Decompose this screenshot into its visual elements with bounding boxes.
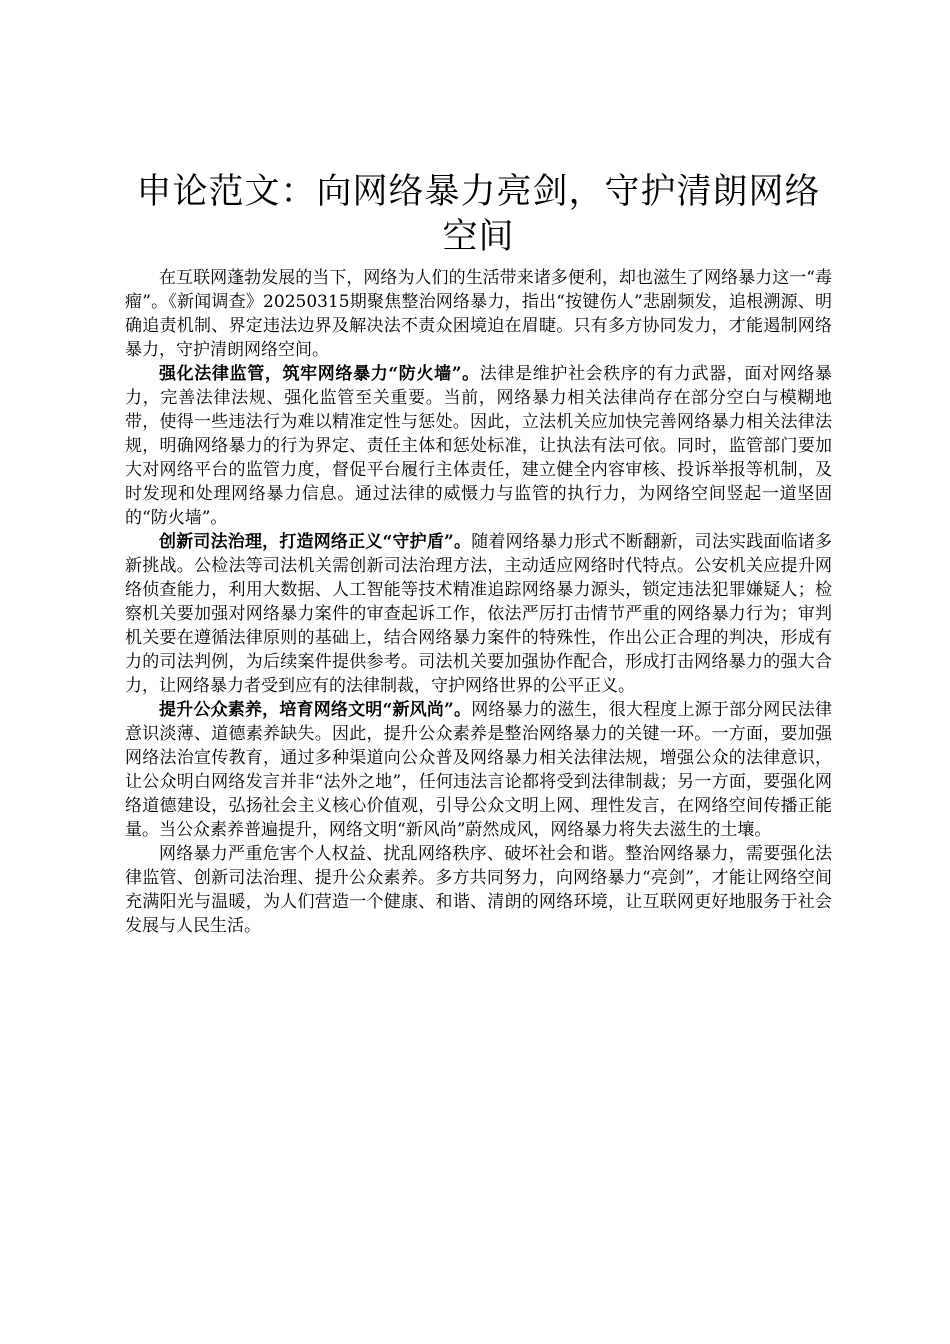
section-body: 法律是维护社会秩序的有力武器，面对网络暴力，完善法律法规、强化监管至关重要。当前，网络暴力相关法律尚存在部分空白与模糊地带，使得一些违法行为难以精准定性与惩处。因此，立法机关应加快完善网络暴力相关法律法规，明确网络暴力的行为界定、责任主体和惩处标准，让执法有法可依。同时，监管部门要加大对网络平台的监管力度，督促平台履行主体责任，建立健全内容审核、投诉举报等机制，及时发现和处理网络暴力信息。通过法律的威慑力与监管的执行力，为网络空间竖起一道坚固的“防火墙”。 [125,364,832,528]
section-paragraph-justice [125,530,832,698]
document-title: 申论范文：向网络暴力亮剑，守护清朗网络空间 [136,172,821,257]
section-lead: 创新司法治理，打造网络正义“守护盾”。 [159,532,472,552]
conclusion-paragraph: 网络暴力严重危害个人权益、扰乱网络秩序、破坏社会和谐。整治网络暴力，需要强化法律监管、创新司法治理、提升公众素养。多方共同努力，向网络暴力“亮剑”，才能让网络空间充满阳光与温暖，为人们营造一个健康、和谐、清朗的网络环境，让互联网更好地服务于社会发展与人民生活。 [125,844,832,936]
document-page [125,170,832,938]
section-paragraph-public [125,698,832,842]
section-body: 网络暴力的滋生，很大程度上源于部分网民法律意识淡薄、道德素养缺失。因此，提升公众素养是整治网络暴力的关键一环。一方面，要加强网络法治宣传教育，通过多种渠道向公众普及网络暴力相关法律法规，增强公众的法律意识，让公众明白网络发言并非“法外之地”，任何违法言论都将受到法律制裁；另一方面，要强化网络道德建设，弘扬社会主义核心价值观，引导公众文明上网、理性发言，在网络空间传播正能量。当公众素养普遍提升，网络文明“新风尚”蔚然成风，网络暴力将失去滋生的土壤。 [125,700,833,840]
section-lead: 提升公众素养，培育网络文明“新风尚”。 [159,700,472,720]
section-paragraph-law [125,362,832,530]
section-lead: 强化法律监管，筑牢网络暴力“防火墙”。 [159,364,480,384]
section-body: 随着网络暴力形式不断翻新，司法实践面临诸多新挑战。公检法等司法机关需创新司法治理方法，主动适应网络时代特点。公安机关应提升网络侦查能力，利用大数据、人工智能等技术精准追踪网络暴力源头，锁定违法犯罪嫌疑人；检察机关要加强对网络暴力案件的审查起诉工作，依法严厉打击情节严重的网络暴力行为；审判机关要在遵循法律原则的基础上，结合网络暴力案件的特殊性，作出公正合理的判决，形成有力的司法判例，为后续案件提供参考。司法机关要加强协作配合，形成打击网络暴力的强大合力，让网络暴力者受到应有的法律制裁，守护网络世界的公平正义。 [125,532,833,696]
intro-paragraph: 在互联网蓬勃发展的当下，网络为人们的生活带来诸多便利，却也滋生了网络暴力这一“毒瘤”。《新闻调查》20250315期聚焦整治网络暴力，指出“按键伤人”悲剧频发，追根溯源、明确追责机制、界定违法边界及解决法不责众困境迫在眉睫。只有多方协同发力，才能遏制网络暴力，守护清朗网络空间。 [125,268,832,360]
